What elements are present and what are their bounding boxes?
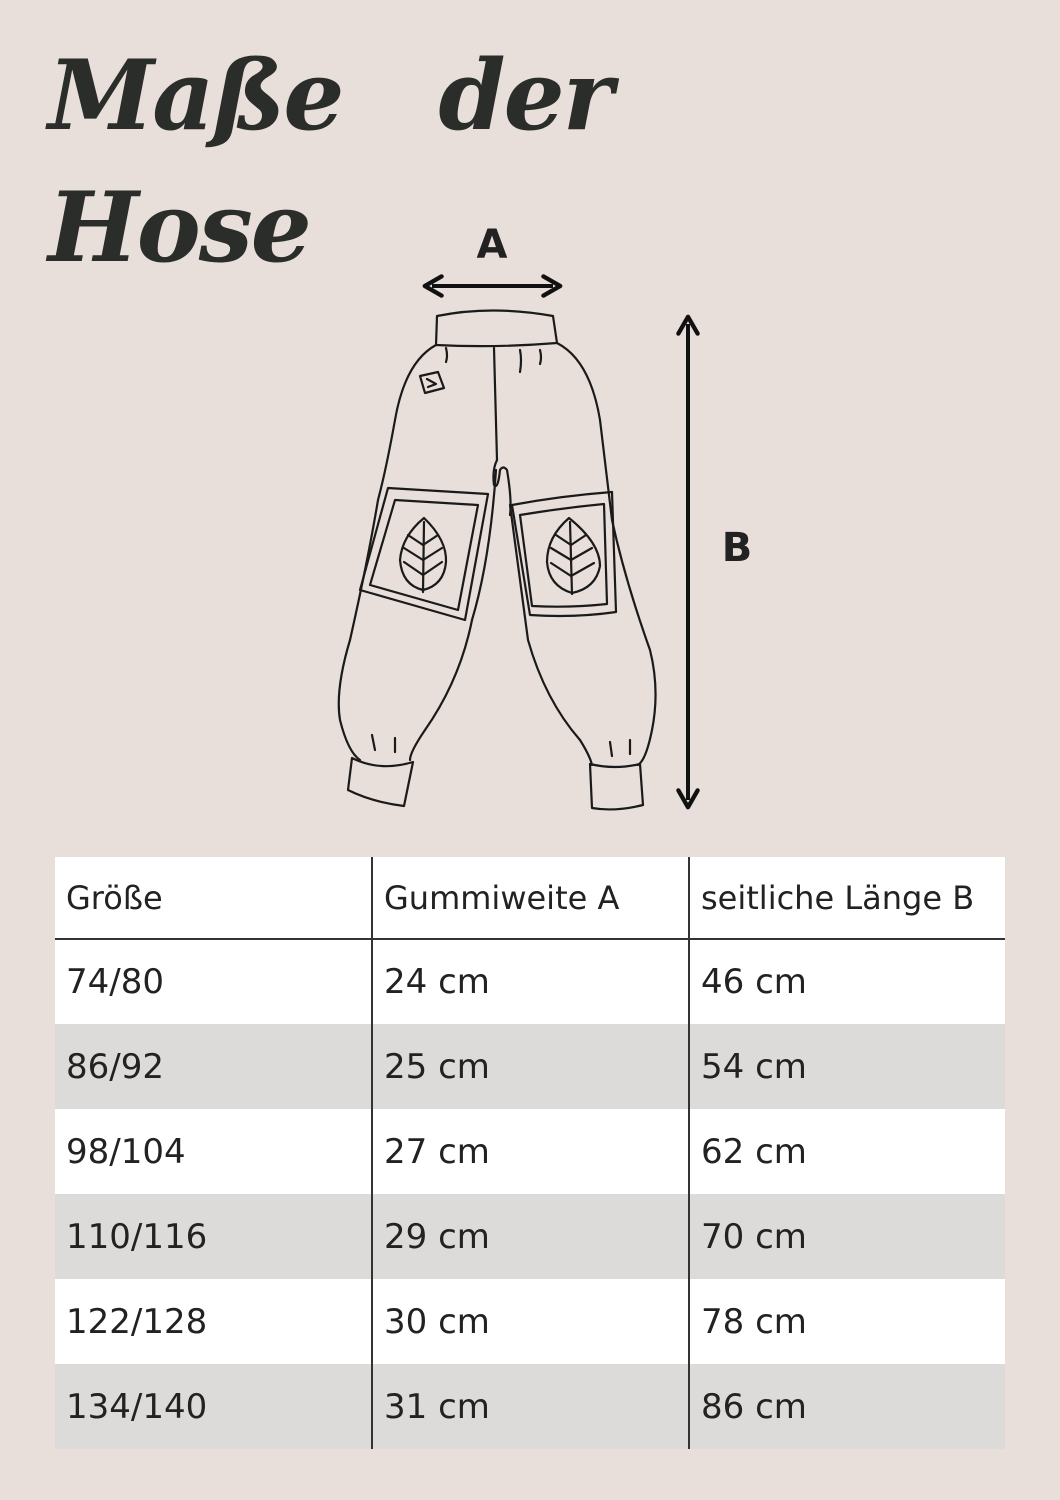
cell-size: 86/92 [55,1024,372,1109]
header-size: Größe [55,857,372,939]
cell-waist-width: 30 cm [372,1279,689,1364]
table-row [55,939,1005,1024]
cell-size: 110/116 [55,1194,372,1279]
cell-side-length: 86 cm [701,1386,807,1427]
cell-side-length: 78 cm [701,1301,807,1342]
header-side-length: seitliche Länge B [701,878,975,917]
label-b: B [721,525,753,571]
cell-size: 98/104 [55,1109,372,1194]
cell-waist-width: 29 cm [372,1194,689,1279]
cell-waist-width: 24 cm [372,939,689,1024]
cell-side-length: 62 cm [701,1131,807,1172]
title-word-hose: Hose [48,171,310,284]
cell-side-length: 54 cm [701,1046,807,1087]
cell-side-length: 70 cm [701,1216,807,1257]
table-row [55,1279,1005,1364]
table-row [55,1194,1005,1279]
cell-side-length: 46 cm [701,962,807,1002]
size-table [55,857,1005,1449]
table-row [55,1364,1005,1449]
table-header-row [55,857,1005,939]
table-row [55,1024,1005,1109]
cell-size: 134/140 [55,1364,372,1449]
pants-measurement-diagram [320,210,800,820]
label-a: A [476,222,508,268]
title-word-masse: Maße [48,39,343,152]
title-word-der: der [438,39,612,152]
cell-waist-width: 27 cm [372,1109,689,1194]
pants-drawing [339,311,656,810]
header-waist-width: Gummiweite A [372,857,689,939]
cell-waist-width: 25 cm [372,1024,689,1109]
table-row [55,1109,1005,1194]
cell-waist-width: 31 cm [372,1364,689,1449]
cell-size: 74/80 [55,939,372,1024]
cell-size: 122/128 [55,1279,372,1364]
